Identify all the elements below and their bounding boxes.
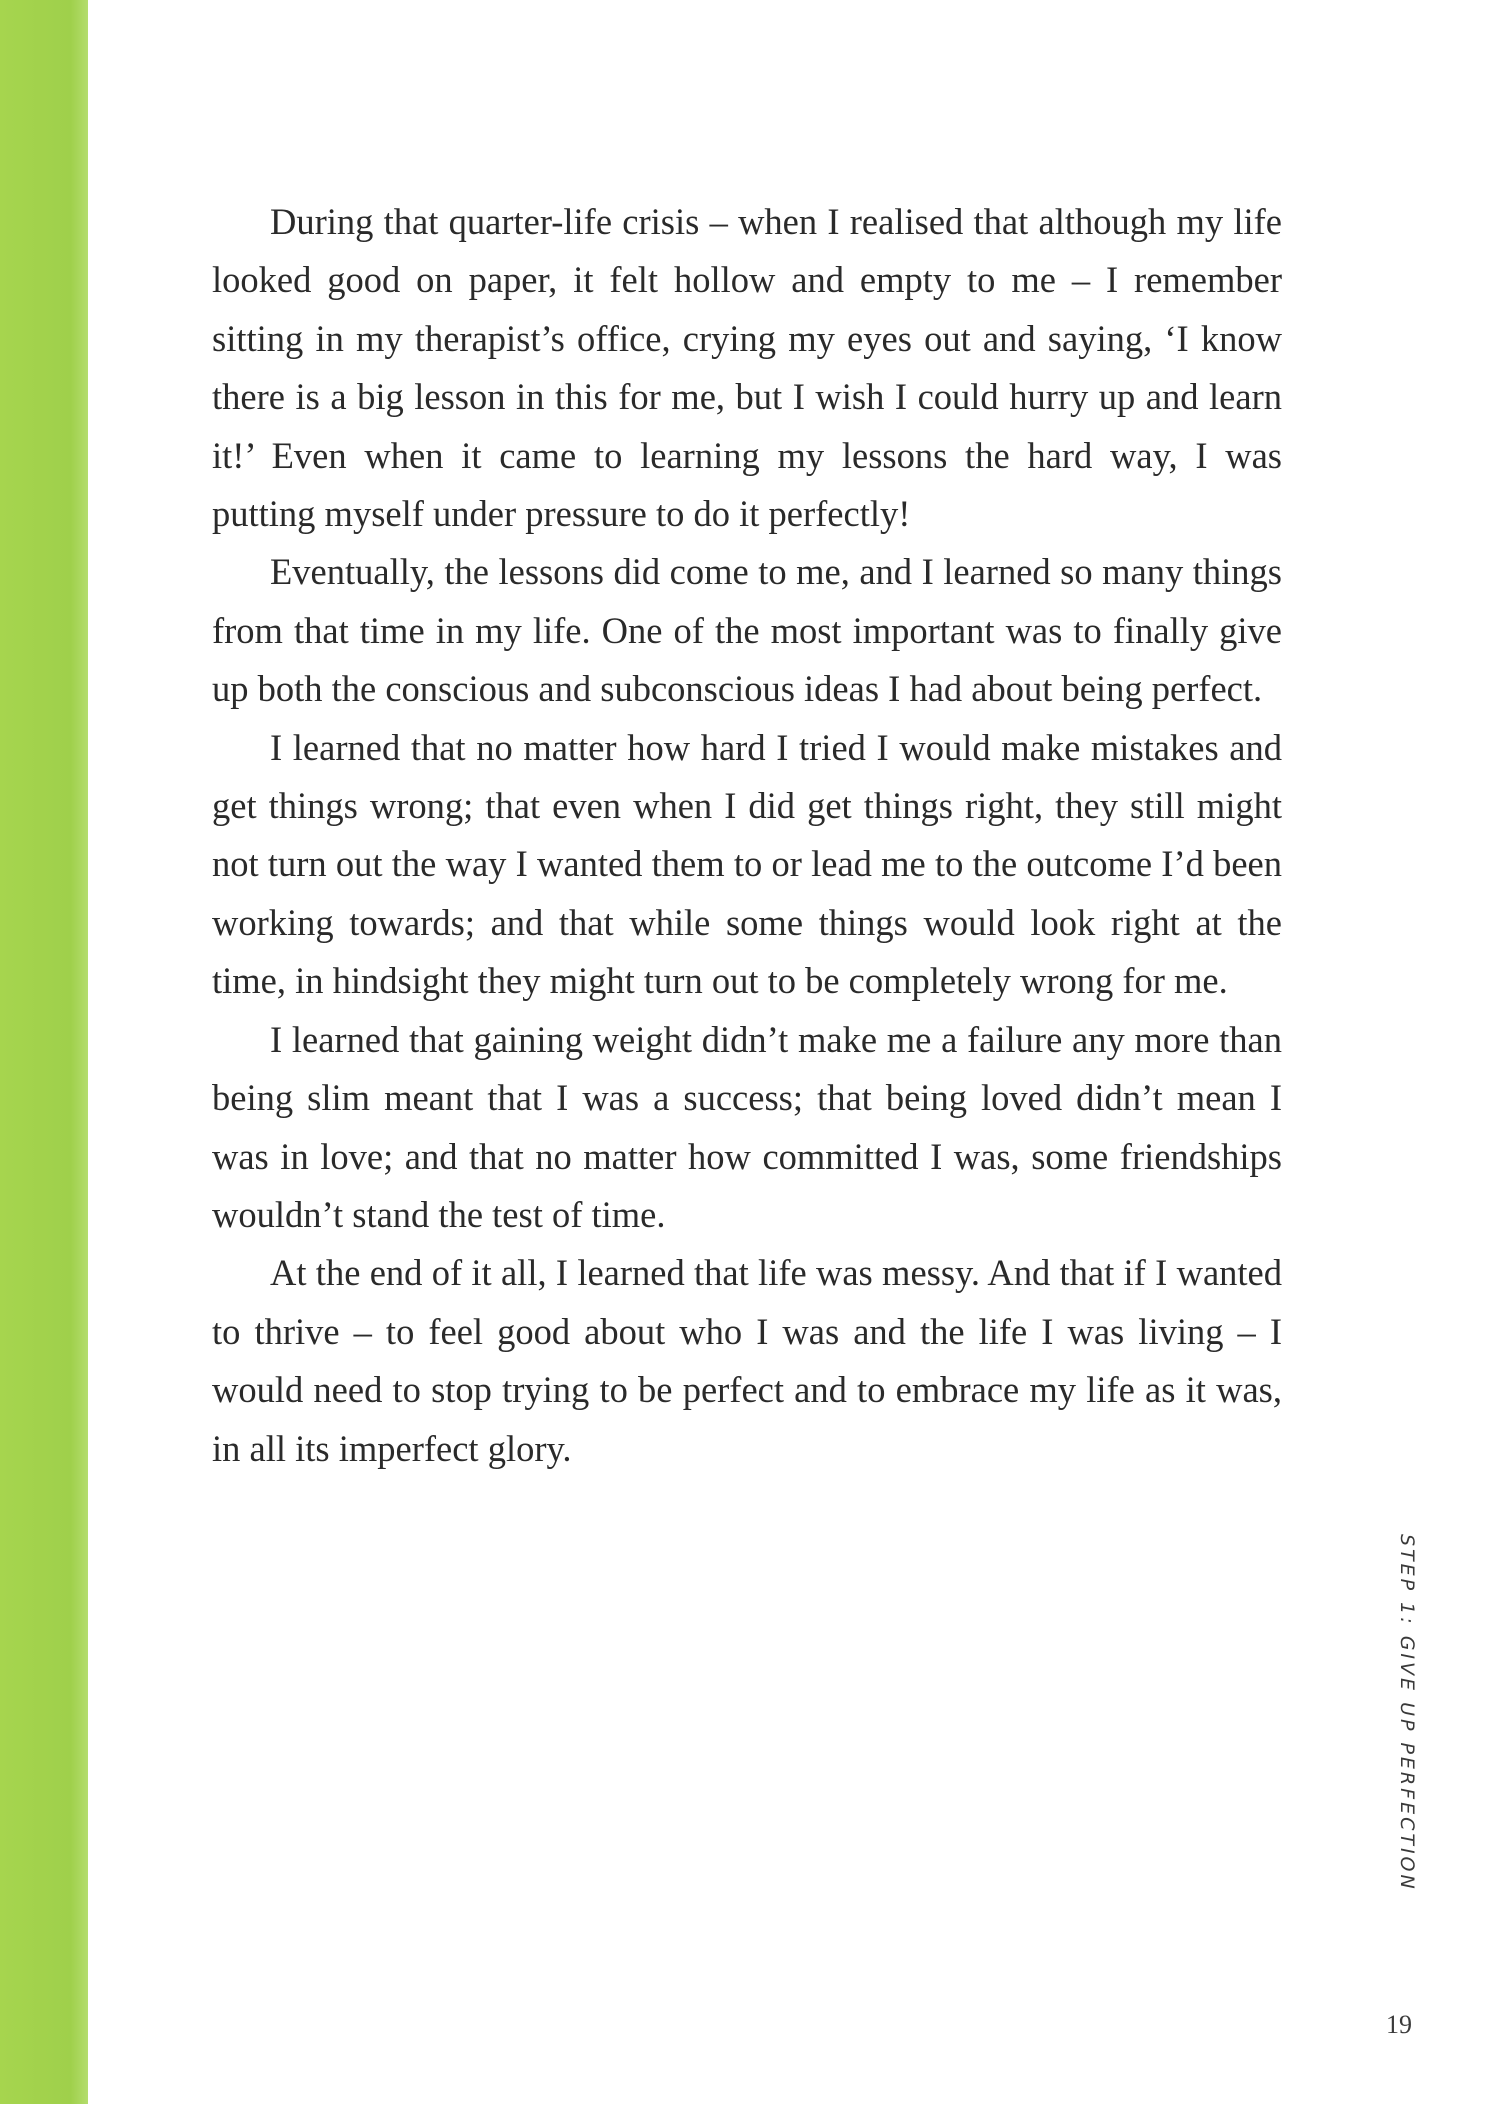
paragraph-1: During that quarter-life crisis – when I realised that although my life looked good on paper, it felt hollow and empty to me – I remember sitting in my therapist’s office, crying my eyes out and saying, ‘I know there is a big lesson in this for me, but I wish I could hurry up and learn it!’ Even when it came to learning my lessons the hard way, I was putting myself under pressure to do it perfectly! — [212, 201, 1282, 535]
paragraph-2: Eventually, the lessons did come to me, and I learned so many things from that time in my life. One of the most important was to finally give up both the conscious and subconscious ideas I had about being perfect. — [212, 551, 1282, 710]
paragraph-5: At the end of it all, I learned that life was messy. And that if I wanted to thrive – to feel good about who I was and the life I was living – I would need to stop trying to be perfect and to embrace my life as it was, in all its imperfect glory. — [212, 1252, 1282, 1469]
page-number: 19 — [1386, 2010, 1412, 2039]
green-margin-strip — [0, 0, 88, 2104]
page-body-text — [212, 193, 1282, 1478]
paragraph-4: I learned that gaining weight didn’t make me a failure any more than being slim meant that I was a success; that being loved didn’t mean I was in love; and that no matter how committed I was, some friendships wouldn’t stand the test of time. — [212, 1018, 1282, 1235]
running-head-vertical: STEP 1: GIVE UP PERFECTION — [1396, 1534, 1418, 1892]
paragraph-3: I learned that no matter how hard I tried I would make mistakes and get things wrong; that even when I did get things right, they still might not turn out the way I wanted them to or lead me to the outcome I’d been working towards; and that while some things would look right at the time, in hindsight they might turn out to be completely wrong for me. — [212, 726, 1282, 1002]
